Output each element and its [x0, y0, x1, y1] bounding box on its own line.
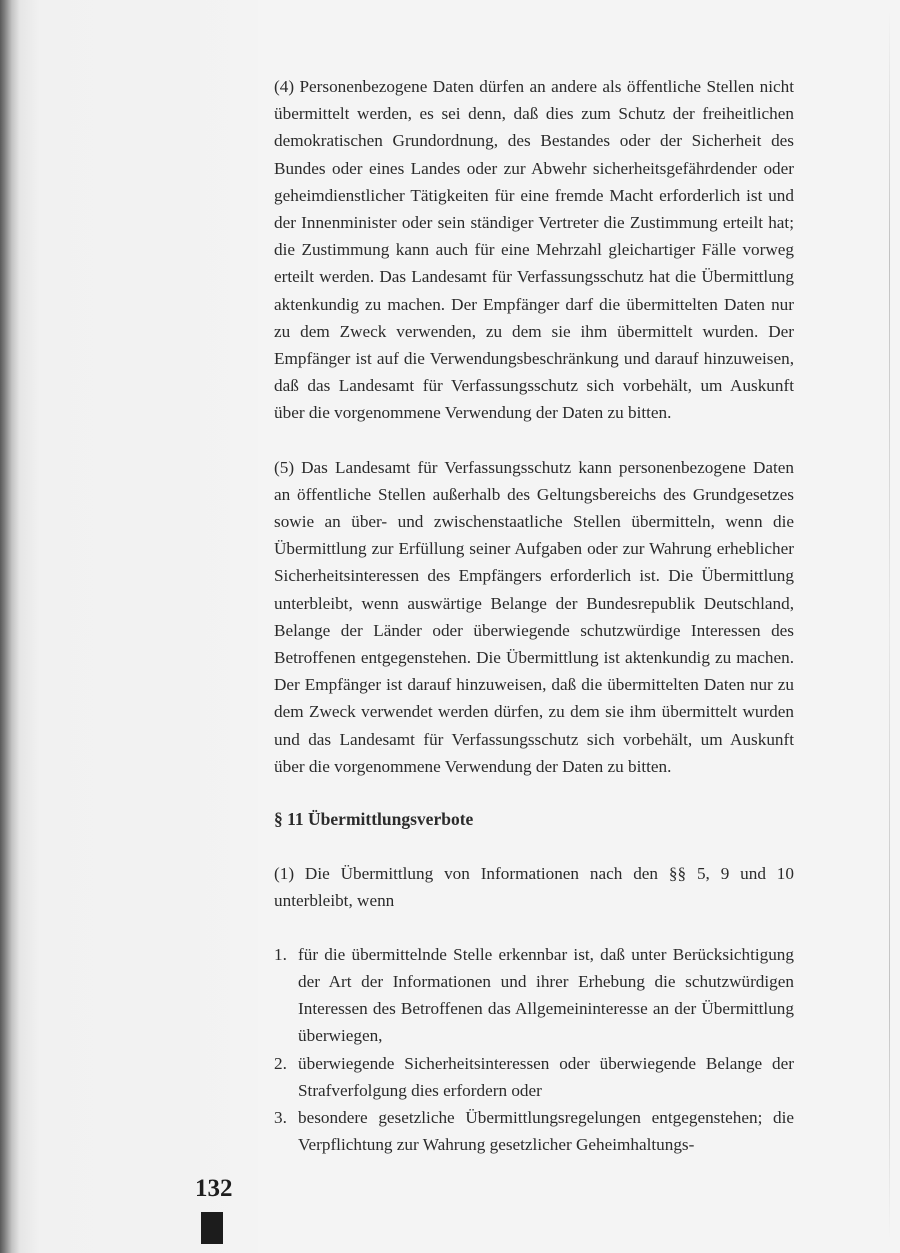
list-item-text: für die übermittelnde Stelle erkennbar ist, daß unter Berücksichtigung der Art der Informationen und ihrer Erhebung die schutzwürdigen Interessen des Betroffenen das Allgemeininteresse an der Übermittlung überwiegen,	[298, 944, 794, 1046]
page-number: 132	[195, 1175, 233, 1202]
scan-edge-line	[889, 10, 890, 1240]
prohibition-list	[274, 941, 794, 1159]
list-item-number: 2.	[274, 1053, 287, 1073]
list-item-number: 1.	[274, 944, 287, 964]
section-heading: § 11 Übermittlungsverbote	[274, 809, 474, 830]
list-item	[274, 1050, 794, 1104]
list-item	[274, 941, 794, 1050]
paragraph-5: (5) Das Landesamt für Verfassungsschutz kann personenbezogene Daten an öffentliche Stellen außerhalb des Geltungsbereichs des Grundgesetzes sowie an über- und zwischenstaatliche Stellen übermitteln, wenn die Übermittlung zur Erfüllung seiner Aufgaben oder zur Wahrung erheblicher Sicherheitsinteressen des Empfängers erforderlich ist. Die Übermittlung unterbleibt, wenn auswärtige Belange der Bundesrepublik Deutschland, Belange der Länder oder überwiegende schutzwürdige Interessen des Betroffenen entgegenstehen. Die Übermittlung ist aktenkundig zu machen. Der Empfänger ist darauf hinzuweisen, daß die übermittelten Daten nur zu dem Zweck verwendet werden dürfen, zu dem sie ihm übermittelt wurden und das Landesamt für Verfassungsschutz sich vorbehält, um Auskunft über die vorgenommene Verwendung der Daten zu bitten.	[274, 457, 794, 776]
page-marker-block	[201, 1212, 223, 1244]
paragraph-4: (4) Personenbezogene Daten dürfen an andere als öffentliche Stellen nicht übermittelt werden, es sei denn, daß dies zum Schutz der freiheitlichen demokratischen Grundordnung, des Bestandes oder der Sicherheit des Bundes oder eines Landes oder zur Abwehr sicherheitsgefährdender oder geheimdienstlicher Tätigkeiten für eine fremde Macht erforderlich ist und der Innenminister oder sein ständiger Vertreter die Zustimmung erteilt hat; die Zustimmung kann auch für eine Mehrzahl gleichartiger Fälle vorweg erteilt werden. Das Landesamt für Verfassungsschutz hat die Übermittlung aktenkundig zu machen. Der Empfänger darf die übermittelten Daten nur zu dem Zweck verwenden, zu dem sie ihm übermittelt wurden. Der Empfänger ist auf die Verwendungsbeschränkung und darauf hinzuweisen, daß das Landesamt für Verfassungsschutz sich vorbehält, um Auskunft über die vorgenommene Verwendung der Daten zu bitten.	[274, 77, 794, 423]
list-item-text: überwiegende Sicherheitsinteressen oder überwiegende Belange der Strafverfolgung dies erfordern oder	[298, 1053, 794, 1100]
section-intro: (1) Die Übermittlung von Informationen nach den §§ 5, 9 und 10 unterbleibt, wenn	[274, 864, 794, 911]
list-item-text: besondere gesetzliche Übermittlungsregelungen entgegenstehen; die Verpflichtung zur Wahrung gesetzlicher Geheimhaltungs-	[298, 1107, 794, 1155]
page-body	[274, 73, 794, 1158]
list-item	[274, 1104, 794, 1158]
list-item-number: 3.	[274, 1107, 287, 1127]
page-binding-edge	[0, 0, 258, 1253]
